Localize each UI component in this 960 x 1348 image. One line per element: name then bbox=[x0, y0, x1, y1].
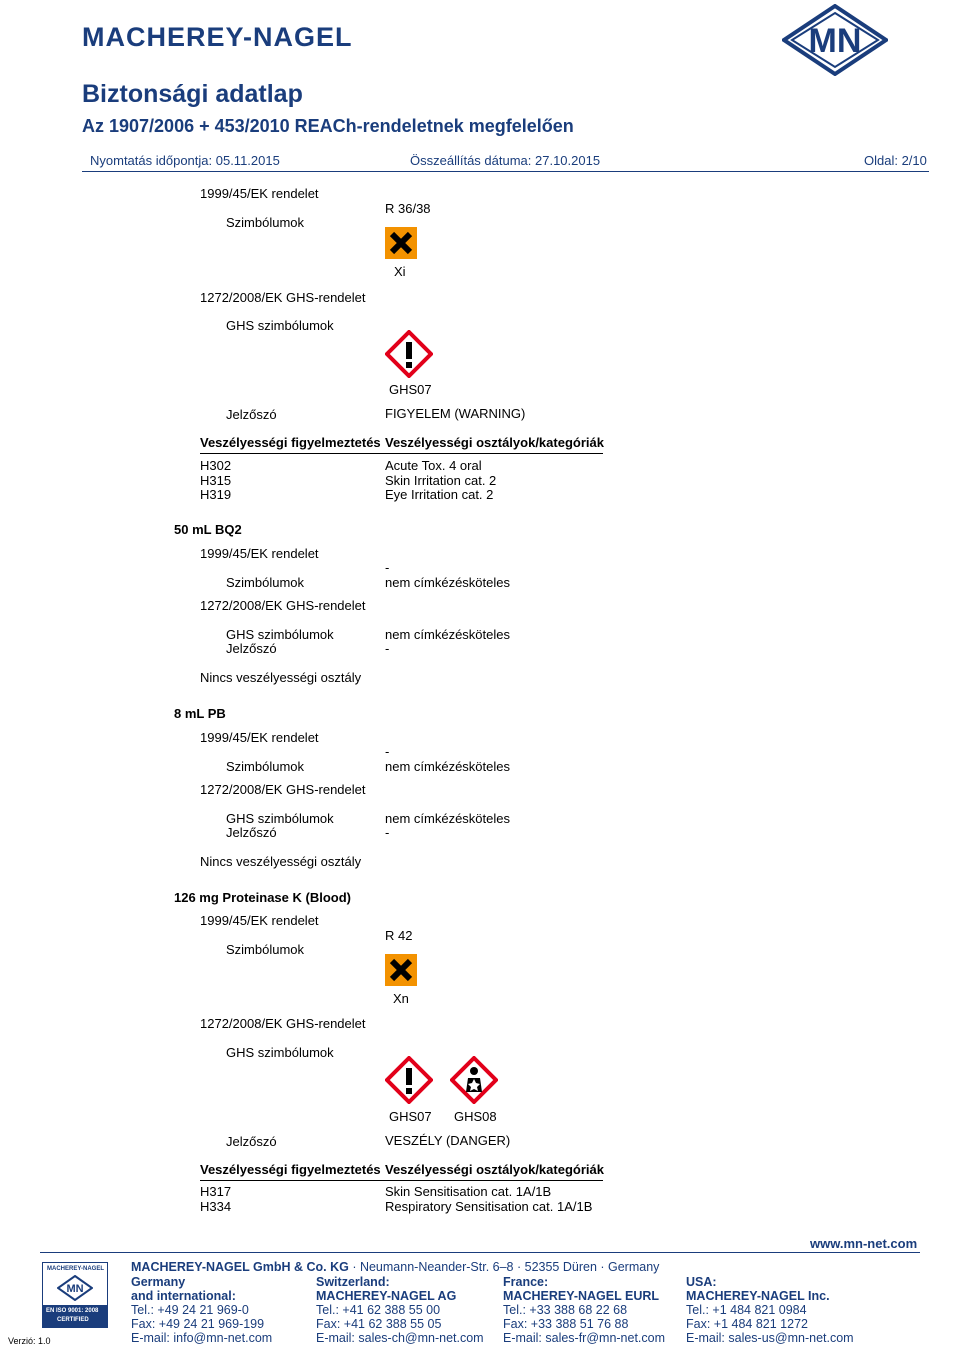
table-divider bbox=[200, 1180, 603, 1181]
reg-1999-label: 1999/45/EK rendelet bbox=[200, 913, 319, 928]
section-title-pb: 8 mL PB bbox=[174, 706, 226, 721]
no-hazard-class: Nincs veszélyességi osztály bbox=[200, 854, 362, 869]
company-address: · Neumann-Neander-Str. 6–8 · 52355 Düren · Germany bbox=[348, 1260, 660, 1274]
office-subname: MACHEREY-NAGEL EURL bbox=[503, 1289, 660, 1303]
hazard-statement-header: Veszélyességi figyelmeztetés bbox=[200, 1162, 381, 1177]
ghs-symbols-label: GHS szimbólumok bbox=[226, 627, 334, 642]
signal-word-value: - bbox=[385, 641, 390, 656]
ghs07-code: GHS07 bbox=[389, 1109, 432, 1124]
ghs-symbols-label: GHS szimbólumok bbox=[226, 1045, 334, 1060]
symbols-label: Szimbólumok bbox=[226, 575, 305, 590]
reg-1272-label: 1272/2008/EK GHS-rendelet bbox=[200, 1016, 366, 1031]
section-title-proteinase: 126 mg Proteinase K (Blood) bbox=[174, 890, 351, 905]
h-code: H334 bbox=[200, 1199, 232, 1214]
mn-logo bbox=[782, 4, 888, 76]
signal-word-label: Jelzőszó bbox=[226, 1134, 277, 1149]
office-fax: Fax: +49 24 21 969-199 bbox=[131, 1317, 265, 1331]
h-category: Skin Irritation cat. 2 bbox=[385, 473, 497, 488]
reg-1999-label: 1999/45/EK rendelet bbox=[200, 546, 319, 561]
r-phrases: R 42 bbox=[385, 928, 413, 943]
page-number: Oldal: 2/10 bbox=[864, 153, 927, 168]
reg-1272-label: 1272/2008/EK GHS-rendelet bbox=[200, 290, 366, 305]
office-email[interactable]: E-mail: info@mn-net.com bbox=[131, 1331, 273, 1345]
office-fax: Fax: +1 484 821 1272 bbox=[686, 1317, 808, 1331]
reg-1999-label: 1999/45/EK rendelet bbox=[200, 186, 319, 201]
mn-small-logo-text: MN bbox=[66, 1283, 84, 1295]
office-subname: MACHEREY-NAGEL AG bbox=[316, 1289, 457, 1303]
dash-value: - bbox=[385, 560, 390, 575]
signal-word-label: Jelzőszó bbox=[226, 641, 277, 656]
hazard-class-header: Veszélyességi osztályok/kategóriák bbox=[385, 435, 604, 450]
footer-divider bbox=[40, 1252, 920, 1253]
office-tel: Tel.: +41 62 388 55 00 bbox=[316, 1303, 441, 1317]
h-category: Eye Irritation cat. 2 bbox=[385, 487, 494, 502]
xi-hazard-icon bbox=[385, 227, 417, 259]
office-email[interactable]: E-mail: sales-us@mn-net.com bbox=[686, 1331, 854, 1345]
h-code: H317 bbox=[200, 1184, 232, 1199]
ghs-symbols-value: nem címkézésköteles bbox=[385, 627, 510, 642]
ghs-symbols-value: nem címkézésköteles bbox=[385, 811, 510, 826]
ghs08-health-hazard-icon bbox=[450, 1056, 498, 1104]
signal-word-label: Jelzőszó bbox=[226, 825, 277, 840]
ghs07-exclamation-icon bbox=[385, 330, 433, 378]
office-email[interactable]: E-mail: sales-ch@mn-net.com bbox=[316, 1331, 484, 1345]
office-name: USA: bbox=[686, 1275, 717, 1289]
company-line bbox=[131, 1260, 659, 1274]
document-subtitle: Az 1907/2006 + 453/2010 REACh-rendeletnek megfelelően bbox=[82, 116, 574, 136]
table-divider bbox=[200, 453, 603, 454]
section-title-bq2: 50 mL BQ2 bbox=[174, 522, 242, 537]
dash-value: - bbox=[385, 744, 390, 759]
office-name: Germany bbox=[131, 1275, 186, 1289]
signal-word-value: FIGYELEM (WARNING) bbox=[385, 406, 526, 421]
office-tel: Tel.: +49 24 21 969-0 bbox=[131, 1303, 249, 1317]
symbols-label: Szimbólumok bbox=[226, 759, 305, 774]
symbols-value: nem címkézésköteles bbox=[385, 575, 510, 590]
website: www.mn-net.com bbox=[810, 1236, 918, 1251]
office-tel: Tel.: +33 388 68 22 68 bbox=[503, 1303, 628, 1317]
reg-1999-label: 1999/45/EK rendelet bbox=[200, 730, 319, 745]
office-name: Switzerland: bbox=[316, 1275, 390, 1289]
xn-hazard-icon bbox=[385, 954, 417, 986]
compile-date: Összeállítás dátuma: 27.10.2015 bbox=[410, 153, 601, 168]
symbols-value: nem címkézésköteles bbox=[385, 759, 510, 774]
signal-word-value: VESZÉLY (DANGER) bbox=[385, 1133, 511, 1148]
symbols-label: Szimbólumok bbox=[226, 942, 305, 957]
ghs08-code: GHS08 bbox=[454, 1109, 497, 1124]
r-phrases: R 36/38 bbox=[385, 201, 431, 216]
iso-certificate-badge bbox=[42, 1262, 108, 1328]
signal-word-label: Jelzőszó bbox=[226, 407, 277, 422]
reg-1272-label: 1272/2008/EK GHS-rendelet bbox=[200, 598, 366, 613]
office-email[interactable]: E-mail: sales-fr@mn-net.com bbox=[503, 1331, 666, 1345]
symbol-code-xn: Xn bbox=[393, 991, 409, 1006]
signal-word-value: - bbox=[385, 825, 390, 840]
hazard-statement-header: Veszélyességi figyelmeztetés bbox=[200, 435, 381, 450]
office-name: France: bbox=[503, 1275, 549, 1289]
hazard-class-header: Veszélyességi osztályok/kategóriák bbox=[385, 1162, 604, 1177]
company-name: MACHEREY-NAGEL GmbH & Co. KG bbox=[131, 1260, 349, 1274]
mn-logo-text: MN bbox=[808, 22, 862, 60]
h-category: Skin Sensitisation cat. 1A/1B bbox=[385, 1184, 552, 1199]
ghs-symbols-label: GHS szimbólumok bbox=[226, 811, 334, 826]
document-title: Biztonsági adatlap bbox=[82, 80, 303, 108]
symbols-label: Szimbólumok bbox=[226, 215, 305, 230]
office-subname: MACHEREY-NAGEL Inc. bbox=[686, 1289, 830, 1303]
reg-1272-label: 1272/2008/EK GHS-rendelet bbox=[200, 782, 366, 797]
office-fax: Fax: +41 62 388 55 05 bbox=[316, 1317, 442, 1331]
h-code: H319 bbox=[200, 487, 232, 502]
print-date: Nyomtatás időpontja: 05.11.2015 bbox=[90, 153, 280, 168]
office-tel: Tel.: +1 484 821 0984 bbox=[686, 1303, 807, 1317]
no-hazard-class: Nincs veszélyességi osztály bbox=[200, 670, 362, 685]
cert-line-1: EN ISO 9001: 2008 bbox=[46, 1308, 99, 1314]
office-subname: and international: bbox=[131, 1289, 236, 1303]
h-code: H302 bbox=[200, 458, 232, 473]
h-category: Respiratory Sensitisation cat. 1A/1B bbox=[385, 1199, 593, 1214]
h-category: Acute Tox. 4 oral bbox=[385, 458, 482, 473]
symbol-code-xi: Xi bbox=[394, 264, 406, 279]
brand-name: MACHEREY-NAGEL bbox=[82, 22, 353, 52]
cert-line-2: CERTIFIED bbox=[57, 1317, 89, 1323]
office-fax: Fax: +33 388 51 76 88 bbox=[503, 1317, 629, 1331]
ghs07-exclamation-icon bbox=[385, 1056, 433, 1104]
mn-small-logo bbox=[57, 1275, 93, 1301]
h-code: H315 bbox=[200, 473, 232, 488]
header-divider bbox=[82, 171, 929, 172]
ghs-symbols-label: GHS szimbólumok bbox=[226, 318, 334, 333]
cert-brand: MACHEREY-NAGEL bbox=[47, 1266, 105, 1272]
ghs07-code: GHS07 bbox=[389, 382, 432, 397]
version: Verzió: 1.0 bbox=[8, 1336, 51, 1346]
